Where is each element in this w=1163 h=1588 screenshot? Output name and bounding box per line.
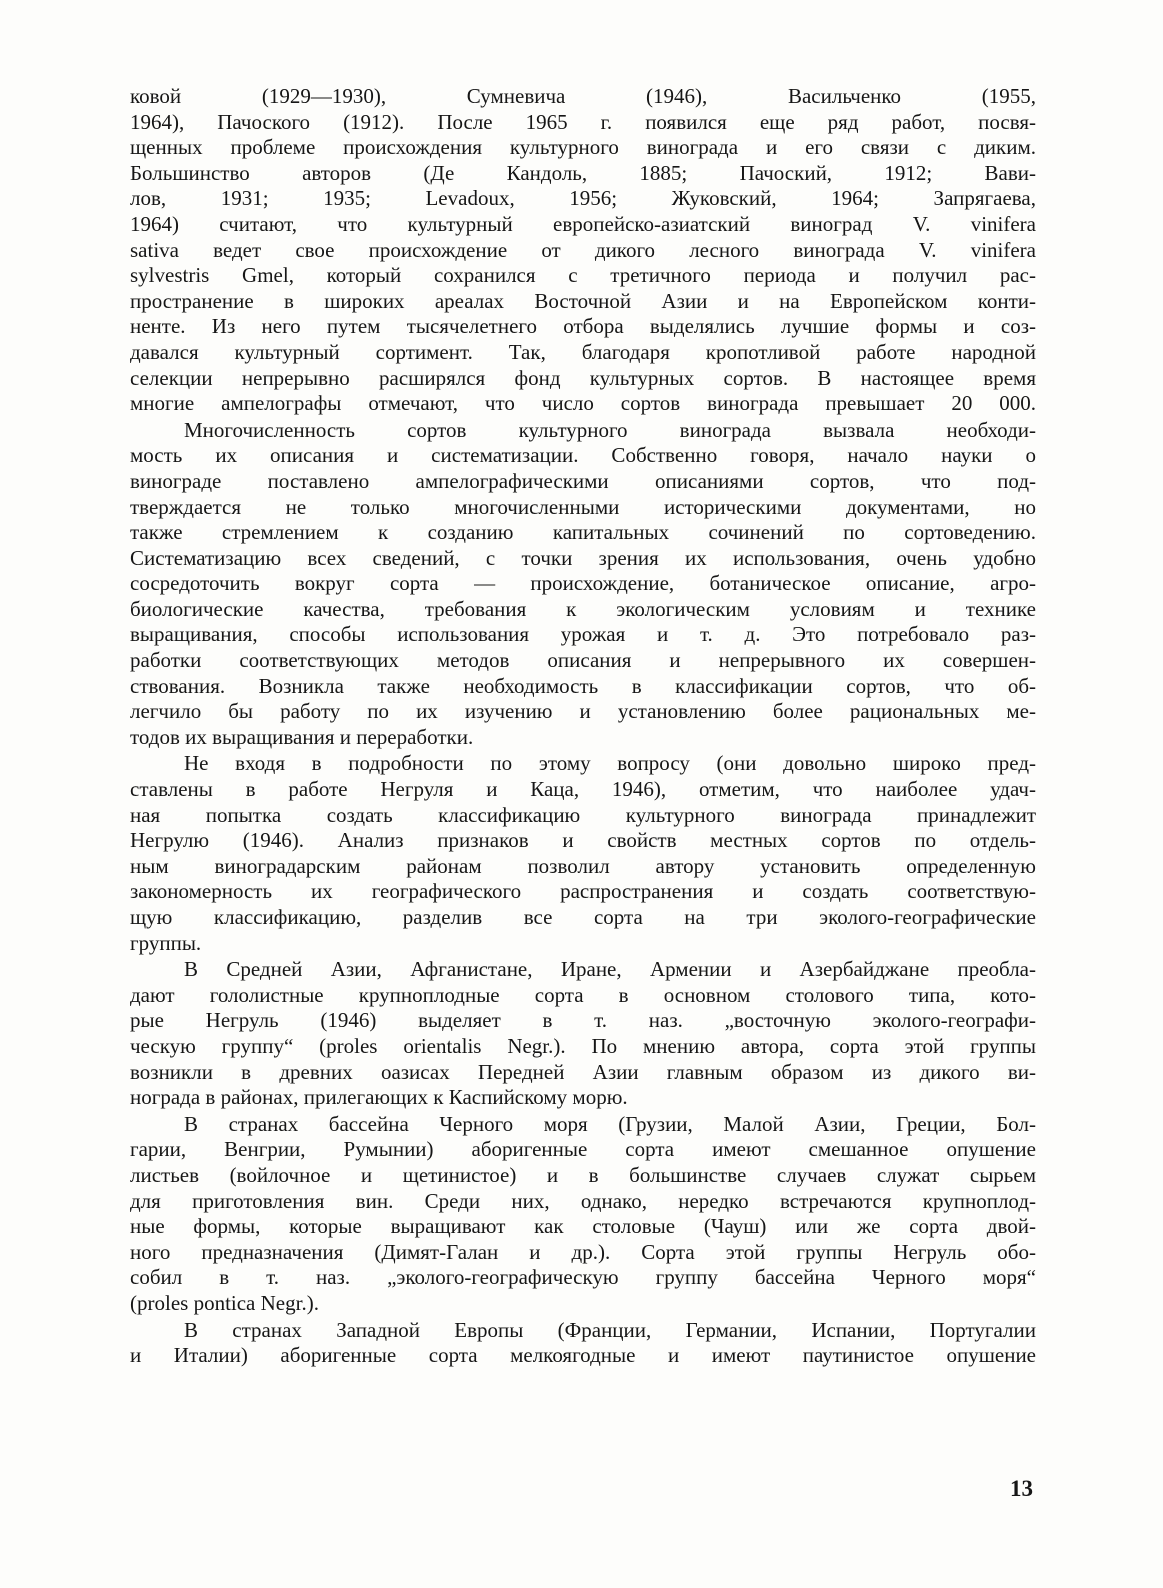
page-number: 13 xyxy=(1010,1476,1033,1501)
text-line: биологические качества, требования к экологическим условиям и технике xyxy=(130,596,1036,621)
text-line: sylvestris Gmel, который сохранился с третичного периода и получил рас- xyxy=(130,263,1036,288)
text-line: винограде поставлено ампелографическими описаниями сортов, что под- xyxy=(130,468,1036,493)
text-line: мость их описания и систематизации. Собственно говоря, начало науки о xyxy=(130,443,1036,468)
text-line: ставлены в работе Негруля и Каца, 1946), отметим, что наиболее удач- xyxy=(130,777,1036,802)
text-line: давался культурный сортимент. Так, благодаря кропотливой работе народной xyxy=(130,339,1036,364)
text-line: 1964), Пачоского (1912). После 1965 г. появился еще ряд работ, посвя- xyxy=(130,109,1036,134)
text-line: ные формы, которые выращивают как столовые (Чауш) или же сорта двой- xyxy=(130,1214,1036,1239)
text-line: также стремлением к созданию капитальных сочинений по сортоведению. xyxy=(130,520,1036,545)
text-line: щенных проблеме происхождения культурного винограда и его связи с диким. xyxy=(130,135,1036,160)
text-line: 1964) считают, что культурный европейско-азиатский виноград V. vinifera xyxy=(130,211,1036,236)
text-line: легчило бы работу по их изучению и установлению более рациональных ме- xyxy=(130,699,1036,724)
text-line: Негрулю (1946). Анализ признаков и свойств местных сортов по отдель- xyxy=(130,828,1036,853)
text-line: селекции непрерывно расширялся фонд культурных сортов. В настоящее время xyxy=(130,365,1036,390)
text-line: ковой (1929—1930), Сумневича (1946), Васильченко (1955, xyxy=(130,84,1036,108)
text-line: ным виноградарским районам позволил автору установить определенную xyxy=(130,853,1036,878)
text-line: пространение в широких ареалах Восточной Азии и на Европейском конти- xyxy=(130,288,1036,313)
text-line: листьев (войлочное и щетинистое) и в большинстве случаев служат сырьем xyxy=(130,1162,1036,1187)
text-line: ная попытка создать классификацию культурного винограда принадлежит xyxy=(130,802,1036,827)
text-line: тодов их выращивания и переработки. xyxy=(130,724,474,749)
text-line: лов, 1931; 1935; Levadoux, 1956; Жуковский, 1964; Запрягаева, xyxy=(130,186,1036,211)
text-line: гарии, Венгрии, Румынии) аборигенные сорта имеют смешанное опушение xyxy=(130,1137,1036,1162)
text-line: Большинство авторов (Де Кандоль, 1885; Пачоский, 1912; Вави- xyxy=(130,160,1036,185)
text-line: рые Негруль (1946) выделяет в т. наз. „восточную эколого-географи- xyxy=(130,1008,1036,1033)
text-line: тверждается не только многочисленными историческими документами, но xyxy=(130,494,1036,519)
text-line: нограда в районах, прилегающих к Каспийскому морю. xyxy=(130,1085,628,1110)
body-text xyxy=(130,84,1036,1369)
text-line: сосредоточить вокруг сорта — происхождение, ботаническое описание, агро- xyxy=(130,571,1036,596)
text-line: В Средней Азии, Афганистане, Иране, Армении и Азербайджане преобла- xyxy=(184,957,1036,982)
text-line: дают гололистные крупноплодные сорта в основном столового типа, кото- xyxy=(130,982,1036,1007)
text-line: закономерность их географического распространения и создать соответствую- xyxy=(130,879,1036,904)
text-line: sativa ведет свое происхождение от дикого лесного винограда V. vinifera xyxy=(130,237,1036,262)
text-line: В странах Западной Европы (Франции, Германии, Испании, Португалии xyxy=(184,1317,1036,1342)
text-line: работки соответствующих методов описания и непрерывного их совершен- xyxy=(130,648,1036,673)
text-line: ческую группу“ (proles orientalis Negr.). По мнению автора, сорта этой группы xyxy=(130,1033,1036,1058)
text-line: щую классификацию, разделив все сорта на три эколого-географические xyxy=(130,905,1036,929)
text-line: (proles pontica Negr.). xyxy=(130,1290,319,1315)
text-line: ного предназначения (Димят-Галан и др.). Сорта этой группы Негруль обо- xyxy=(130,1239,1036,1264)
text-line: ствования. Возникла также необходимость в классификации сортов, что об- xyxy=(130,673,1036,698)
text-line: выращивания, способы использования урожая и т. д. Это потребовало раз- xyxy=(130,622,1036,647)
text-line: Многочисленность сортов культурного винограда вызвала необходи- xyxy=(184,417,1036,442)
text-line: Систематизацию всех сведений, с точки зрения их использования, очень удобно xyxy=(130,545,1036,570)
text-line: для приготовления вин. Среди них, однако, нередко встречаются крупноплод- xyxy=(130,1188,1036,1213)
text-line: группы. xyxy=(130,930,202,955)
text-line: собил в т. наз. „эколого-географическую группу бассейна Черного моря“ xyxy=(130,1265,1036,1290)
text-line: и Италии) аборигенные сорта мелкоягодные и имеют паутинистое опушение xyxy=(130,1343,1036,1368)
text-line: В странах бассейна Черного моря (Грузии, Малой Азии, Греции, Бол- xyxy=(184,1111,1036,1136)
text-line: ненте. Из него путем тысячелетнего отбора выделялись лучшие формы и соз- xyxy=(130,314,1036,339)
text-line: многие ампелографы отмечают, что число сортов винограда превышает 20 000. xyxy=(130,391,1036,416)
text-line: возникли в древних оазисах Передней Азии главным образом из дикого ви- xyxy=(130,1059,1036,1084)
text-line: Не входя в подробности по этому вопросу (они довольно широко пред- xyxy=(184,751,1036,776)
